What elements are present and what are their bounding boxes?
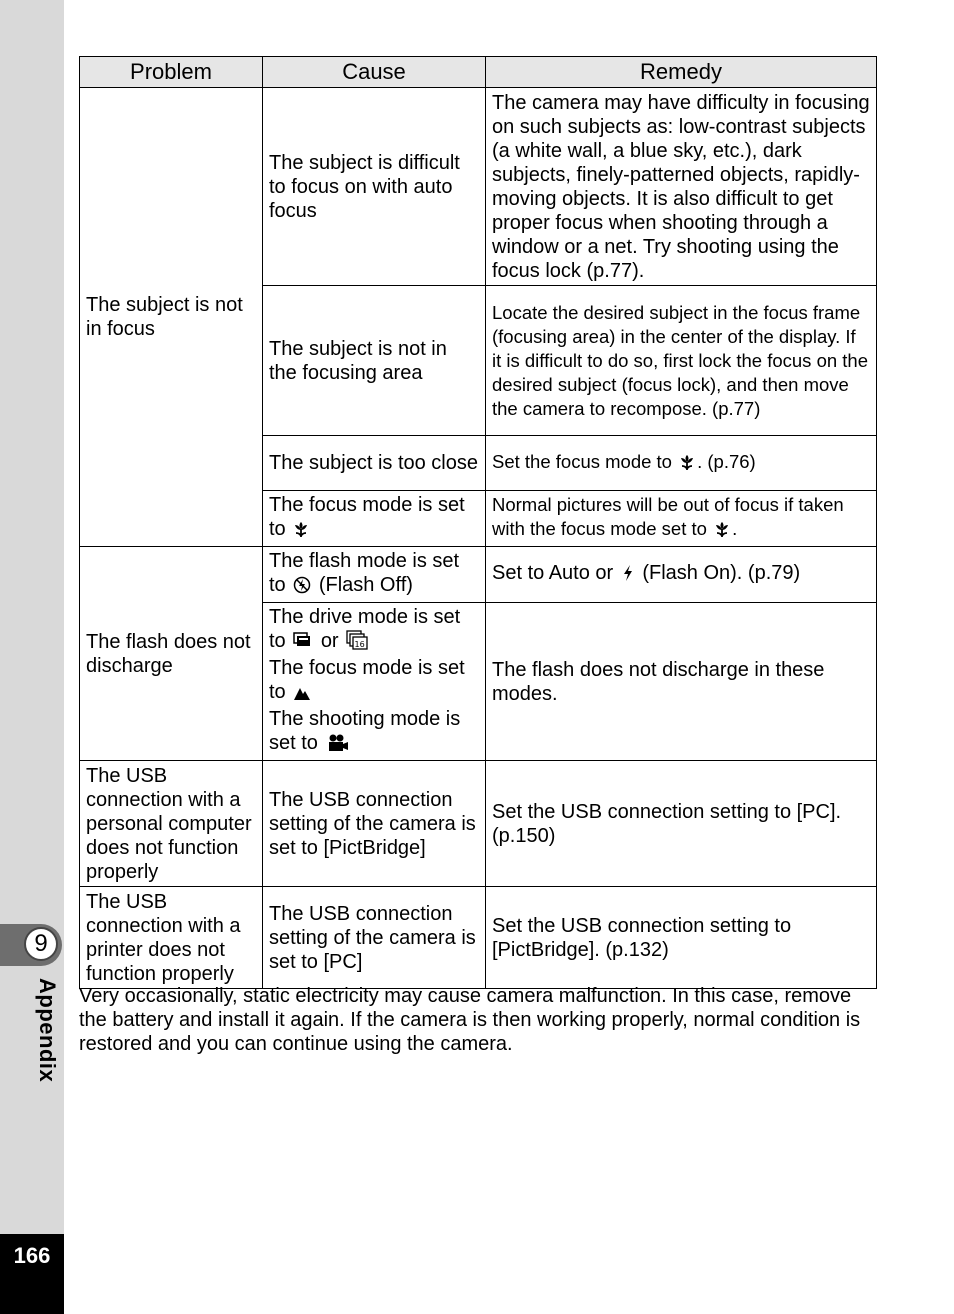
header-remedy: Remedy [486,57,877,88]
cause-cell: The USB connection setting of the camera is set to [PC] [263,887,486,989]
chapter-label: Appendix [35,978,60,1083]
table-row [80,887,877,989]
remedy-cell: Set the USB connection setting to [PC]. (p.150) [486,761,877,887]
remedy-text: Set the focus mode to [492,450,672,472]
cause-text: The focus mode is set to [269,494,465,540]
remedy-text: Normal pictures will be out of focus if taken with the focus mode set to [492,494,844,539]
footnote: Very occasionally, static electricity may cause camera malfunction. In this case, remove the battery and install it again. If the camera is then working properly, normal condition is restored and you can continue using the camera. [79,985,861,1055]
cause-cell: The subject is difficult to focus on with auto focus [263,88,486,286]
chapter-number: 9 [24,927,58,961]
side-strip [0,0,64,1314]
table-row [80,547,877,603]
remedy-cell [486,547,877,603]
cause-text: The focus mode is set to [269,657,465,703]
cause-text: The flash mode is set to [269,550,460,596]
table-header-row [80,57,877,88]
remedy-cell [486,436,877,491]
cause-cell: The USB connection setting of the camera is set to [PictBridge] [263,761,486,887]
cause-text: The shooting mode is set to [269,708,461,754]
troubleshooting-table [79,56,877,989]
problem-cell: The flash does not discharge [80,547,263,761]
cause-cell [263,547,486,603]
burst-16-icon [346,630,368,656]
flash-off-icon [293,576,311,600]
problem-cell: The subject is not in focus [80,88,263,547]
cause-text: or [320,630,339,652]
remedy-text: . (p.76) [697,450,756,472]
remedy-cell: Locate the desired subject in the focus frame (focusing area) in the center of the display. If it is difficult to do so, first lock the focus on the desired subject (focus lock), and then move the camera to recompose. (p.77) [486,286,877,436]
remedy-cell [486,491,877,547]
remedy-cell: The camera may have difficulty in focusing on such subjects as: low-contrast subjects (a white wall, a blue sky, etc.), dark subjects, finely-patterned objects, rapidly-moving objects. It is also difficult to get proper focus when shooting through a window or a net. Try shooting using the focus lock (p.77). [486,88,877,286]
problem-cell: The USB connection with a personal computer does not function properly [80,761,263,887]
macro-icon [714,520,730,544]
landscape-icon [293,683,311,707]
cause-cell: The subject is not in the focusing area [263,286,486,436]
macro-icon [293,520,309,544]
cause-text: The drive mode is set to [269,606,461,652]
table-row [80,88,877,286]
cause-cell [263,491,486,547]
remedy-cell: Set the USB connection setting to [PictBridge]. (p.132) [486,887,877,989]
cause-cell [263,603,486,761]
problem-cell: The USB connection with a printer does not function properly [80,887,263,989]
svg-text:16: 16 [354,640,365,649]
remedy-text: . [732,518,738,539]
cause-cell: The subject is too close [263,436,486,491]
cause-text: (Flash Off) [318,574,413,596]
continuous-shooting-icon [293,632,313,656]
macro-icon [679,453,695,477]
remedy-cell: The flash does not discharge in these modes. [486,603,877,761]
header-cause: Cause [263,57,486,88]
table-row [80,761,877,887]
movie-icon [325,734,349,758]
remedy-text: Set to Auto or [492,562,614,584]
remedy-text: (Flash On). (p.79) [642,562,801,584]
flash-on-icon [621,564,635,588]
page-number: 166 [0,1234,64,1314]
header-problem: Problem [80,57,263,88]
